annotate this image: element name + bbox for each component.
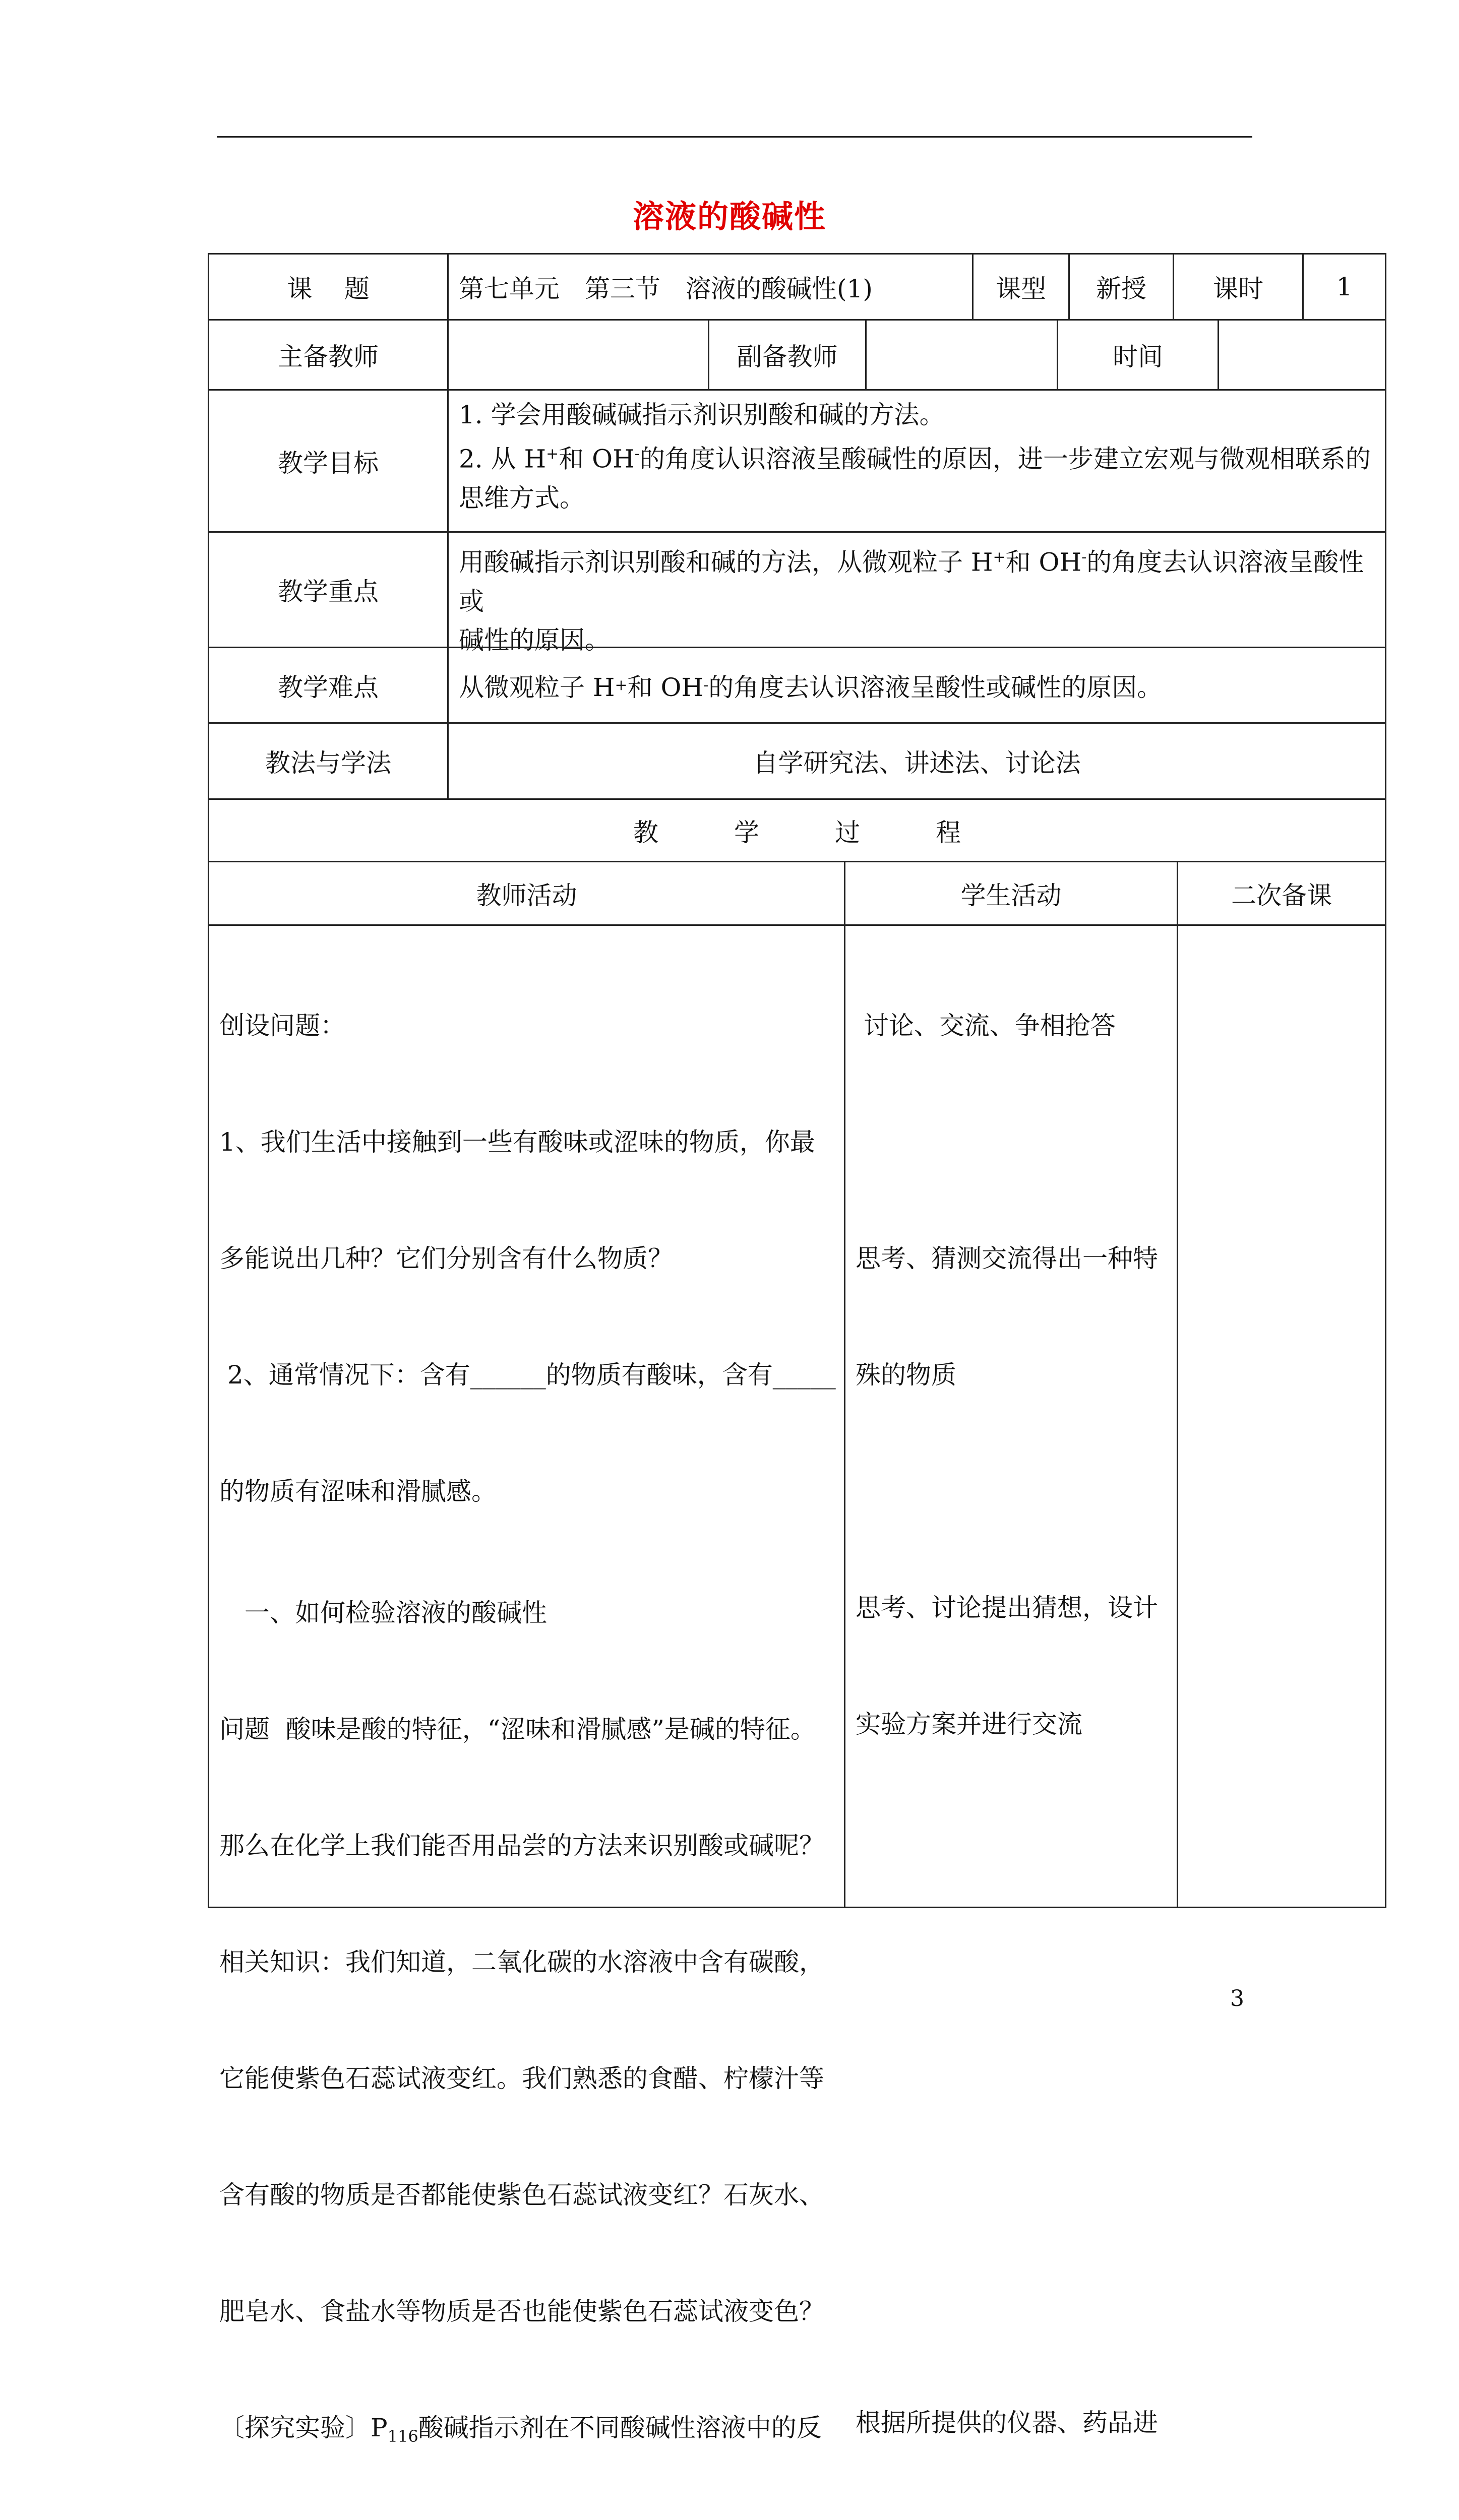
student-activity-content: 讨论、交流、争相抢答 思考、猜测交流得出一种特 殊的物质 思考、讨论提出猜想，设计 实验方案并进行交流 根据所提供的仪器、药品进	[844, 924, 1178, 1908]
main-teacher-label: 主备教师	[208, 319, 449, 391]
key-points-text: 用酸碱指示剂识别酸和碱的方法，从微观粒子 H+和 OH-的角度去认识溶液呈酸性或 碱性的原因。	[447, 531, 1386, 648]
methods-label: 教法与学法	[208, 722, 449, 800]
key-points-label: 教学重点	[208, 531, 449, 648]
objectives-label: 教学目标	[208, 389, 449, 533]
type-value: 新授	[1068, 253, 1174, 321]
teacher-activity-header: 教师活动	[208, 861, 845, 926]
teacher-activity-content: 创设问题： 1、我们生活中接触到一些有酸味或涩味的物质，你最 多能说出几种？它们分别含有什么物质？ 2、通常情况下：含有______的物质有酸味，含有_____ 的物质有涩味和滑腻感。 一、如何检验溶液的酸碱性 问题 酸味是酸的特征，“涩味和滑腻感”是碱的特征。 那么在化学上我们能否用品尝的方法来识别酸或碱呢？ 相关知识：我们知道，二氧化碳的水溶液中含有碳酸， 它能使紫色石蕊试液变红。我们熟悉的食醋、柠檬汁等 含有酸的物质是否都能使紫色石蕊试液变红？石灰水、 肥皂水、食盐水等物质是否也能使紫色石蕊试液变色？ 〔探究实验〕$P_{116}$酸碱指示剂在不同酸碱性溶液中的反	[208, 924, 845, 1908]
topic-value: 第七单元 第三节 溶液的酸碱性(1)	[447, 253, 974, 321]
assistant-teacher-label: 副备教师	[708, 319, 867, 391]
objective-2: 2. 从 H+和 OH-的角度认识溶液呈酸碱性的原因，进一步建立宏观与微观相联系的	[459, 444, 1371, 474]
difficulties-label: 教学难点	[208, 647, 449, 724]
hours-value: 1	[1302, 253, 1386, 321]
second-prep-content	[1177, 924, 1386, 1908]
assistant-teacher-value	[865, 319, 1058, 391]
difficulties-text: 从微观粒子 H + 和 OH - 的角度去认识溶液呈酸性或碱性的原因。	[447, 647, 1386, 724]
second-prep-header: 二次备课	[1177, 861, 1386, 926]
process-header: 教学过程	[208, 798, 1386, 862]
objective-2-cont: 思维方式。	[459, 483, 585, 513]
type-label: 课型	[972, 253, 1070, 321]
time-value	[1218, 319, 1386, 391]
header-rule	[217, 136, 1252, 138]
topic-label: 课 题	[208, 253, 449, 321]
student-activity-header: 学生活动	[844, 861, 1178, 926]
page-title: 溶液的酸碱性	[632, 198, 826, 235]
page-number: 3	[1230, 1986, 1244, 2011]
methods-value: 自学研究法、讲述法、讨论法	[447, 722, 1386, 800]
time-label: 时间	[1057, 319, 1219, 391]
objective-1: 1. 学会用酸碱碱指示剂识别酸和碱的方法。	[459, 400, 945, 429]
objectives-text	[447, 389, 1386, 533]
main-teacher-value	[447, 319, 709, 391]
hours-label: 课时	[1173, 253, 1304, 321]
